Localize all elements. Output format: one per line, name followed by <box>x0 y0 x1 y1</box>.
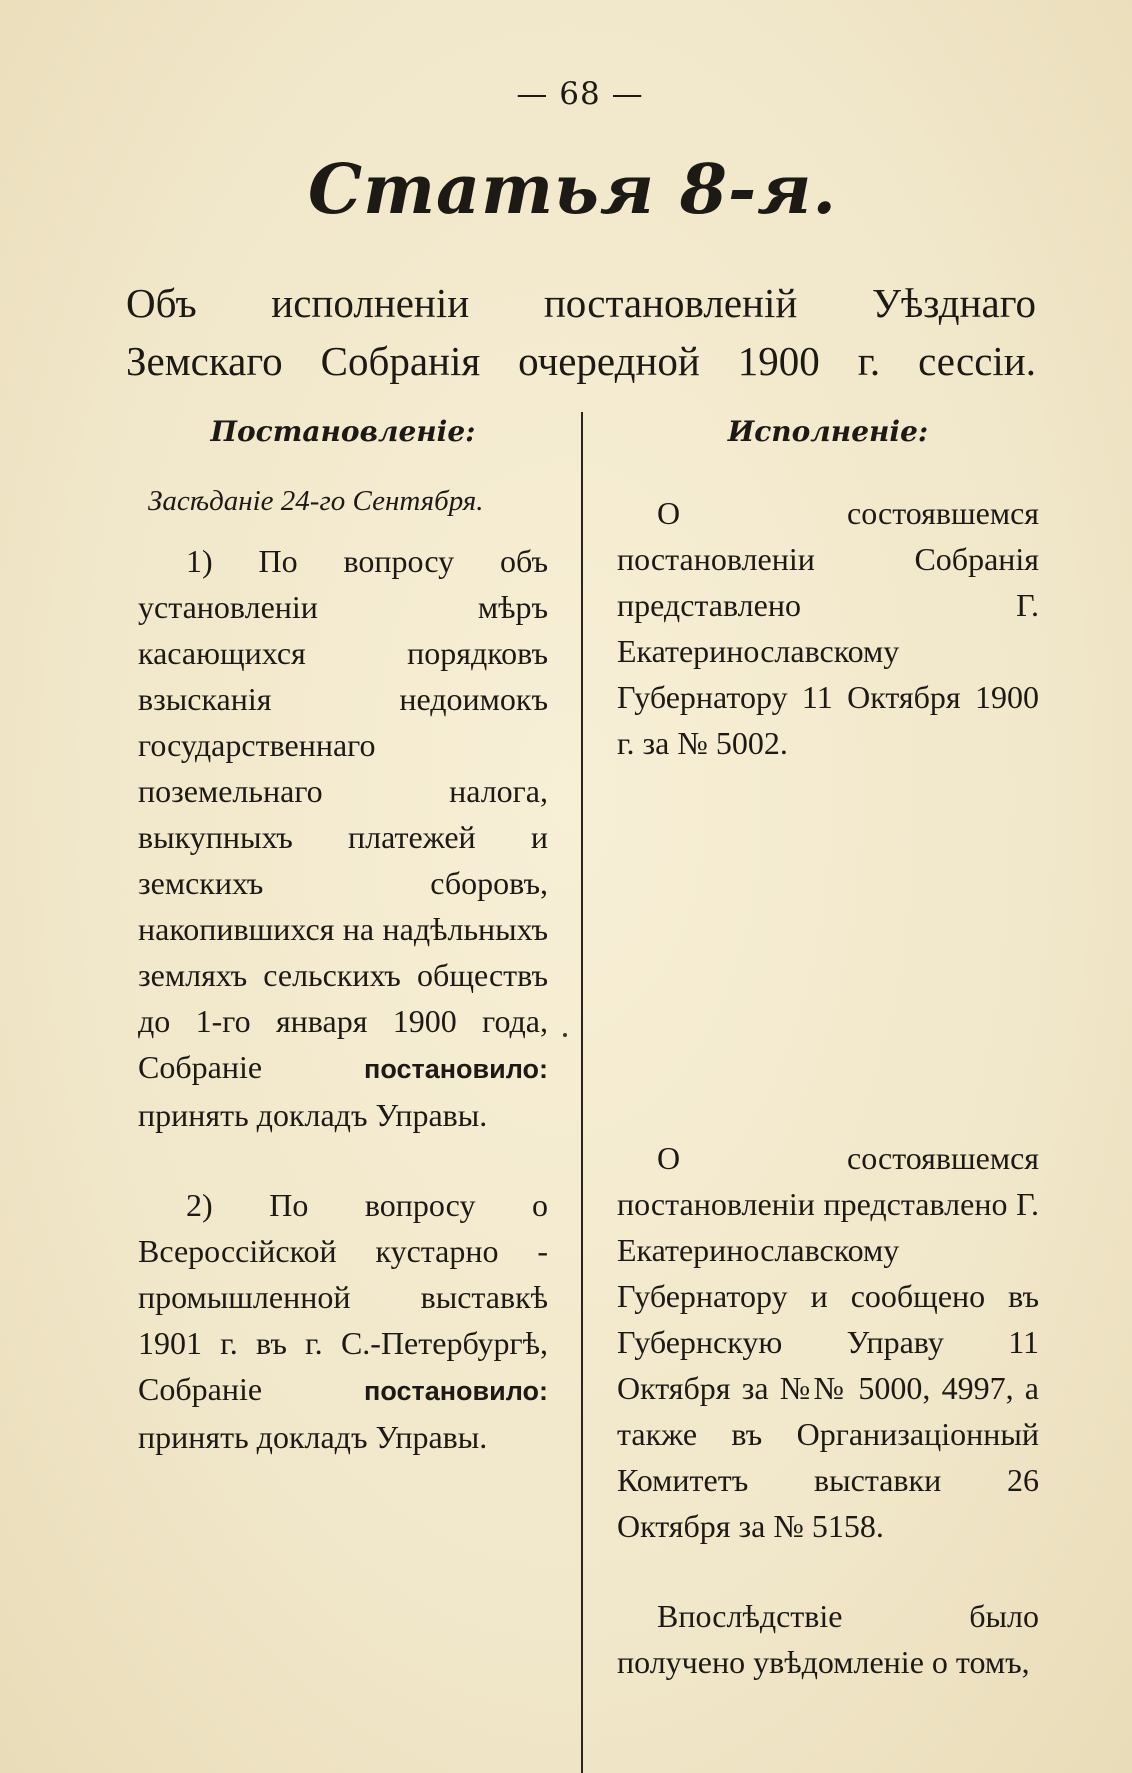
resolution-decision: принять докладъ Управы. <box>138 1097 488 1133</box>
print-speck <box>563 1033 567 1037</box>
resolution-verb: постановило: <box>364 1376 548 1406</box>
resolutions-column <box>138 412 548 1460</box>
resolution-item <box>138 1182 548 1460</box>
execution-header: Исполненіе: <box>727 415 929 448</box>
article-subtitle <box>126 274 1036 390</box>
execution-column <box>617 412 1039 1685</box>
resolution-item <box>138 538 548 1138</box>
session-date: Засѣданіе 24-го Сентября. <box>148 485 484 517</box>
execution-paragraph: О состоявшемся постановленіи представлено Г. Екатеринославскому Губернатору и сообщено въ Губернскую Управу 11 Октября за №№ 5000, 4997, а также въ Организаціонный Комитетъ выставки 26 Октября за № 5158. <box>617 1140 1039 1544</box>
resolution-text: 2) По вопросу о Всероссійской кустарно - промышленной выставкѣ 1901 г. въ г. С.-Петербургѣ, Собраніе <box>138 1187 548 1407</box>
subtitle-line: Объ исполненіи постановленій Уѣзднаго <box>126 280 1036 326</box>
resolution-text: 1) По вопросу объ установленіи мѣръ касающихся порядковъ взысканія недоимокъ государственнаго поземельнаго налога, выкупныхъ платежей и земскихъ сборовъ, накопившихся на надѣльныхъ земляхъ сельскихъ обществъ до 1-го января 1900 года, Собраніе <box>138 543 548 1085</box>
resolution-decision: принять докладъ Управы. <box>138 1419 488 1455</box>
column-divider <box>581 412 583 1773</box>
resolution-verb: постановило: <box>364 1054 548 1084</box>
execution-paragraph: Впослѣдствіе было получено увѣдомленіе о томъ, <box>617 1598 1039 1680</box>
execution-paragraph: О состоявшемся постановленіи Собранія представлено Г. Екатеринославскому Губернатору 11 Октября 1900 г. за № 5002. <box>617 495 1039 761</box>
subtitle-line: Земскаго Собранія очередной 1900 г. сессіи. <box>126 338 1036 384</box>
resolutions-header: Постановленіе: <box>210 415 476 448</box>
page-number: — 68 — <box>516 76 644 112</box>
article-title: Статья 8-я. <box>307 150 838 230</box>
